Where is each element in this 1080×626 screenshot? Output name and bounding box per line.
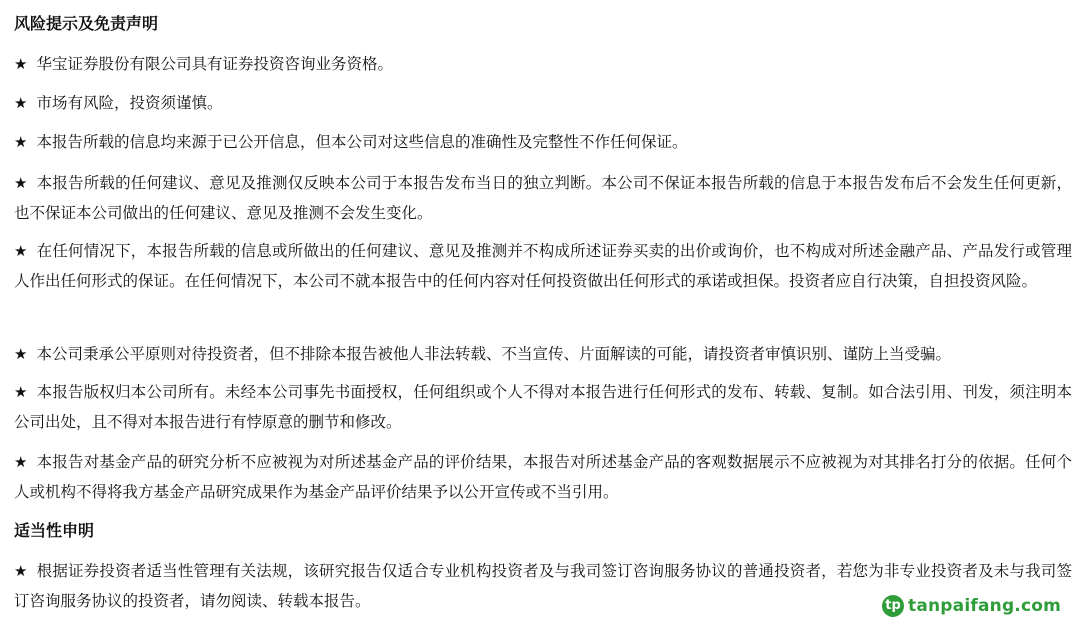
disclaimer-text: 在任何情况下，本报告所载的信息或所做出的任何建议、意见及推测并不构成所述证券买卖的出价或询价，也不构成对所述金融产品、产品发行或管理人作出任何形式的保证。在任何情况下，本公司不就本报告中的任何内容对任何投资做出任何形式的承诺或担保。投资者应自行决策，自担投资风险。 xyxy=(14,242,1072,290)
disclaimer-text: 本公司秉承公平原则对待投资者，但不排除本报告被他人非法转载、不当宣传、片面解读的可能，请投资者审慎识别、谨防上当受骗。 xyxy=(36,345,951,363)
disclaimer-text: 华宝证券股份有限公司具有证券投资咨询业务资格。 xyxy=(36,55,393,73)
disclaimer-item-8 xyxy=(14,447,1072,507)
disclaimer-item-6 xyxy=(14,339,1072,369)
star-bullet-icon: ★ xyxy=(14,383,28,401)
disclaimer-item-2 xyxy=(14,88,1072,118)
suitability-text: 根据证券投资者适当性管理有关法规，该研究报告仅适合专业机构投资者及与我司签订咨询服务协议的普通投资者，若您为非专业投资者及未与我司签订咨询服务协议的投资者，请勿阅读、转载本报告。 xyxy=(14,562,1072,610)
star-bullet-icon: ★ xyxy=(14,562,28,580)
risk-disclaimer-heading: 风险提示及免责声明 xyxy=(14,14,159,33)
star-bullet-icon: ★ xyxy=(14,345,28,363)
disclaimer-text: 本报告所载的任何建议、意见及推测仅反映本公司于本报告发布当日的独立判断。本公司不保证本报告所载的信息于本报告发布后不会发生任何更新，也不保证本公司做出的任何建议、意见及推测不会发生变化。 xyxy=(14,174,1072,222)
disclaimer-item-5 xyxy=(14,236,1072,296)
star-bullet-icon: ★ xyxy=(14,453,28,471)
disclaimer-text: 本报告版权归本公司所有。未经本公司事先书面授权，任何组织或个人不得对本报告进行任何形式的发布、转载、复制。如合法引用、刊发，须注明本公司出处，且不得对本报告进行有悖原意的删节和修改。 xyxy=(14,383,1072,431)
star-bullet-icon: ★ xyxy=(14,133,28,151)
watermark-text: tanpaifang.com xyxy=(908,596,1062,616)
star-bullet-icon: ★ xyxy=(14,94,28,112)
suitability-heading: 适当性申明 xyxy=(14,521,95,540)
disclaimer-text: 本报告所载的信息均来源于已公开信息，但本公司对这些信息的准确性及完整性不作任何保证。 xyxy=(36,133,688,151)
star-bullet-icon: ★ xyxy=(14,174,28,192)
leaf-logo-icon: tp xyxy=(882,595,904,617)
star-bullet-icon: ★ xyxy=(14,242,28,260)
star-bullet-icon: ★ xyxy=(14,55,28,73)
disclaimer-item-3 xyxy=(14,127,1072,157)
watermark-logo xyxy=(882,593,1061,619)
disclaimer-item-1 xyxy=(14,49,1072,79)
disclaimer-text: 市场有风险，投资须谨慎。 xyxy=(36,94,223,112)
disclaimer-text: 本报告对基金产品的研究分析不应被视为对所述基金产品的评价结果，本报告对所述基金产品的客观数据展示不应被视为对其排名打分的依据。任何个人或机构不得将我方基金产品研究成果作为基金产品评价结果予以公开宣传或不当引用。 xyxy=(14,453,1072,501)
disclaimer-item-7 xyxy=(14,377,1072,437)
disclaimer-item-4 xyxy=(14,168,1072,228)
